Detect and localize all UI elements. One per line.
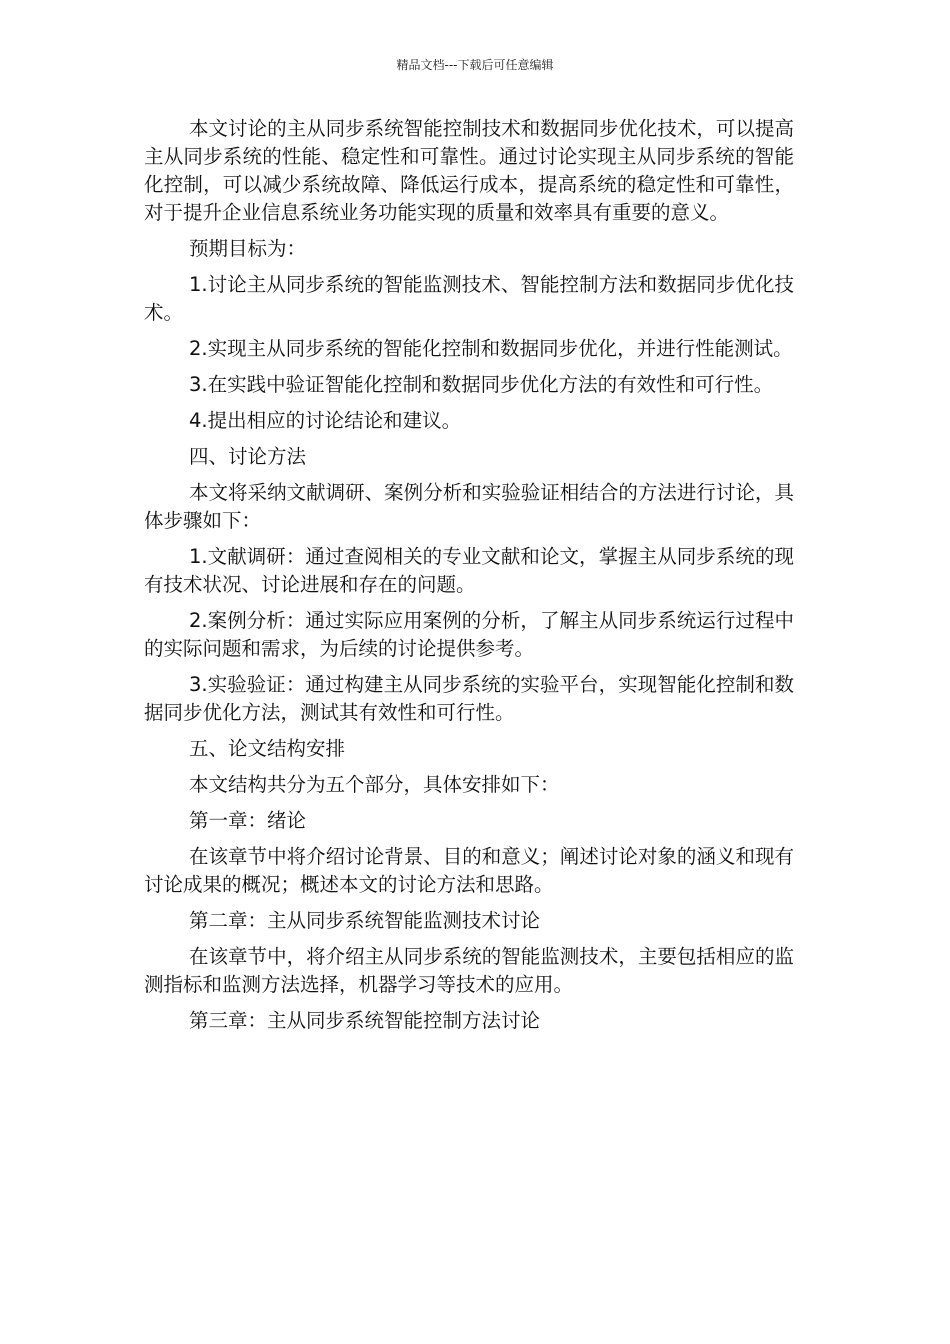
list-item-method-3: 3.实验验证：通过构建主从同步系统的实验平台，实现智能化控制和数据同步优化方法，测试其有效性和可行性。	[144, 673, 794, 724]
chapter-heading-3: 第三章：主从同步系统智能控制方法讨论	[189, 1009, 541, 1032]
paragraph-expected-goals: 预期目标为：	[189, 237, 307, 260]
section-heading-methods: 四、讨论方法	[189, 445, 307, 468]
chapter-description-1: 在该章节中将介绍讨论背景、目的和意义；阐述讨论对象的涵义和现有讨论成果的概况；概述本文的讨论方法和思路。	[144, 845, 794, 896]
chapter-heading-2: 第二章：主从同步系统智能监测技术讨论	[189, 909, 541, 932]
list-item-goal-3: 3.在实践中验证智能化控制和数据同步优化方法的有效性和可行性。	[189, 373, 774, 396]
paragraph-methods-intro: 本文将采纳文献调研、案例分析和实验验证相结合的方法进行讨论，具体步骤如下：	[144, 481, 794, 532]
list-item-goal-2: 2.实现主从同步系统的智能化控制和数据同步优化，并进行性能测试。	[189, 337, 793, 360]
document-body	[144, 115, 794, 1043]
paragraph-structure-intro: 本文结构共分为五个部分，具体安排如下：	[189, 773, 560, 796]
chapter-heading-1: 第一章：绪论	[189, 809, 307, 832]
list-item-method-2: 2.案例分析：通过实际应用案例的分析，了解主从同步系统运行过程中的实际问题和需求，为后续的讨论提供参考。	[144, 609, 794, 660]
list-item-method-1: 1.文献调研：通过查阅相关的专业文献和论文，掌握主从同步系统的现有技术状况、讨论进展和存在的问题。	[144, 545, 794, 596]
paragraph-intro-significance: 本文讨论的主从同步系统智能控制技术和数据同步优化技术，可以提高主从同步系统的性能、稳定性和可靠性。通过讨论实现主从同步系统的智能化控制，可以减少系统故障、降低运行成本，提高系统的稳定性和可靠性，对于提升企业信息系统业务功能实现的质量和效率具有重要的意义。	[144, 117, 794, 224]
list-item-goal-1: 1.讨论主从同步系统的智能监测技术、智能控制方法和数据同步优化技术。	[144, 273, 794, 324]
page-header: 精品文档---下载后可任意编辑	[396, 58, 554, 72]
chapter-description-2: 在该章节中，将介绍主从同步系统的智能监测技术，主要包括相应的监测指标和监测方法选择，机器学习等技术的应用。	[144, 945, 794, 996]
section-heading-structure: 五、论文结构安排	[189, 737, 346, 760]
list-item-goal-4: 4.提出相应的讨论结论和建议。	[189, 409, 462, 432]
